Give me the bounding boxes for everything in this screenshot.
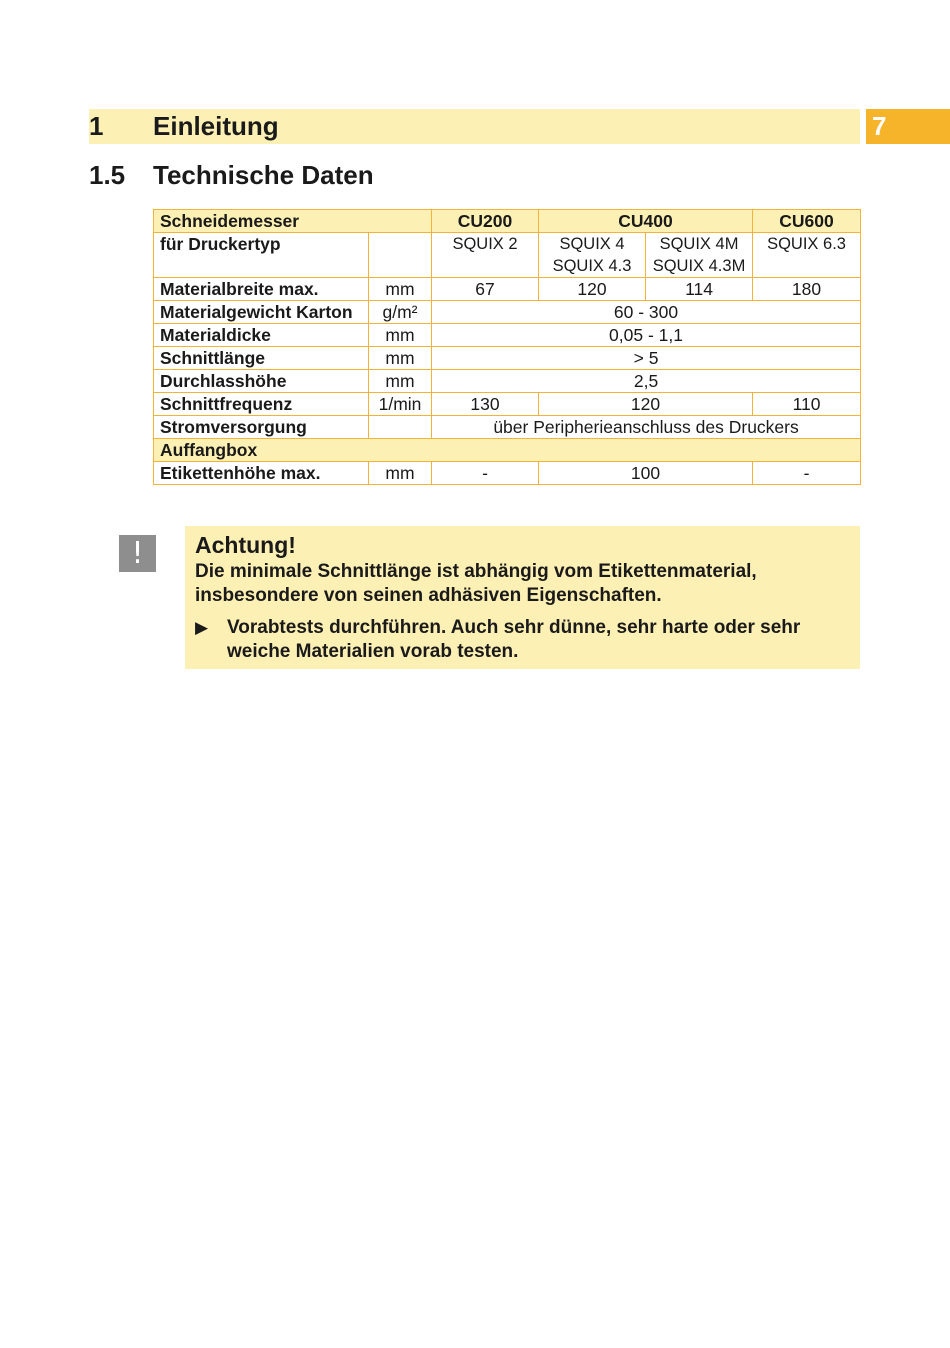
exclamation-icon: ! bbox=[119, 535, 156, 572]
chapter-title: Einleitung bbox=[153, 111, 279, 141]
table-row bbox=[154, 278, 861, 301]
value-cell: SQUIX 2 bbox=[432, 233, 539, 278]
row-label: für Druckertyp bbox=[154, 233, 369, 278]
unit-cell: mm bbox=[369, 347, 432, 370]
value-cell: > 5 bbox=[432, 347, 861, 370]
unit-cell bbox=[369, 416, 432, 439]
table-row bbox=[154, 462, 861, 485]
group-label: Auffangbox bbox=[154, 439, 861, 462]
value-cell: 2,5 bbox=[432, 370, 861, 393]
table-row bbox=[154, 301, 861, 324]
chapter-header bbox=[89, 109, 860, 144]
value-cell: 180 bbox=[753, 278, 861, 301]
header-cell-cu600: CU600 bbox=[753, 210, 861, 233]
table-group-row bbox=[154, 439, 861, 462]
value-cell: 120 bbox=[539, 393, 753, 416]
table-row bbox=[154, 324, 861, 347]
table-header-row bbox=[154, 210, 861, 233]
section-heading bbox=[89, 160, 374, 191]
table-row bbox=[154, 416, 861, 439]
note-step bbox=[195, 616, 850, 664]
value-cell: 67 bbox=[432, 278, 539, 301]
page-number: 7 bbox=[866, 109, 950, 144]
technical-data-table bbox=[153, 209, 861, 485]
value-cell: 120 bbox=[539, 278, 646, 301]
note-heading: Achtung! bbox=[195, 532, 296, 558]
value-cell: 130 bbox=[432, 393, 539, 416]
value-cell: - bbox=[432, 462, 539, 485]
unit-cell: mm bbox=[369, 462, 432, 485]
row-label: Materialdicke bbox=[154, 324, 369, 347]
unit-cell: g/m² bbox=[369, 301, 432, 324]
note-text: Die minimale Schnittlänge ist abhängig vom Etikettenmaterial, insbesondere von seinen adhäsiven Eigenschaften. bbox=[195, 561, 757, 606]
section-number: 1.5 bbox=[89, 160, 126, 190]
unit-cell: mm bbox=[369, 370, 432, 393]
value-cell: 110 bbox=[753, 393, 861, 416]
unit-cell: mm bbox=[369, 324, 432, 347]
table-row bbox=[154, 233, 861, 278]
header-cell-label: Schneidemesser bbox=[154, 210, 432, 233]
unit-cell bbox=[369, 233, 432, 278]
value-cell: 60 - 300 bbox=[432, 301, 861, 324]
row-label: Schnittlänge bbox=[154, 347, 369, 370]
value-cell: über Peripherieanschluss des Druckers bbox=[432, 416, 861, 439]
row-label: Stromversorgung bbox=[154, 416, 369, 439]
row-label: Etikettenhöhe max. bbox=[154, 462, 369, 485]
section-title: Technische Daten bbox=[153, 160, 374, 190]
value-cell: 114 bbox=[646, 278, 753, 301]
table-row bbox=[154, 370, 861, 393]
header-cell-cu200: CU200 bbox=[432, 210, 539, 233]
value-cell: SQUIX 4M SQUIX 4.3M bbox=[646, 233, 753, 278]
header-cell-cu400: CU400 bbox=[539, 210, 753, 233]
table-row bbox=[154, 393, 861, 416]
triangle-right-icon: ▶ bbox=[195, 618, 209, 638]
note-step-text: Vorabtests durchführen. Auch sehr dünne, sehr harte oder sehr weiche Materialien vorab testen. bbox=[227, 617, 801, 662]
chapter-number: 1 bbox=[89, 111, 104, 141]
warning-note bbox=[185, 526, 860, 669]
value-cell: SQUIX 6.3 bbox=[753, 233, 861, 278]
value-cell: 0,05 - 1,1 bbox=[432, 324, 861, 347]
unit-cell: mm bbox=[369, 278, 432, 301]
row-label: Durchlasshöhe bbox=[154, 370, 369, 393]
row-label: Materialgewicht Karton bbox=[154, 301, 369, 324]
value-cell: 100 bbox=[539, 462, 753, 485]
value-cell: SQUIX 4 SQUIX 4.3 bbox=[539, 233, 646, 278]
row-label: Schnittfrequenz bbox=[154, 393, 369, 416]
table-row bbox=[154, 347, 861, 370]
row-label: Materialbreite max. bbox=[154, 278, 369, 301]
value-cell: - bbox=[753, 462, 861, 485]
unit-cell: 1/min bbox=[369, 393, 432, 416]
